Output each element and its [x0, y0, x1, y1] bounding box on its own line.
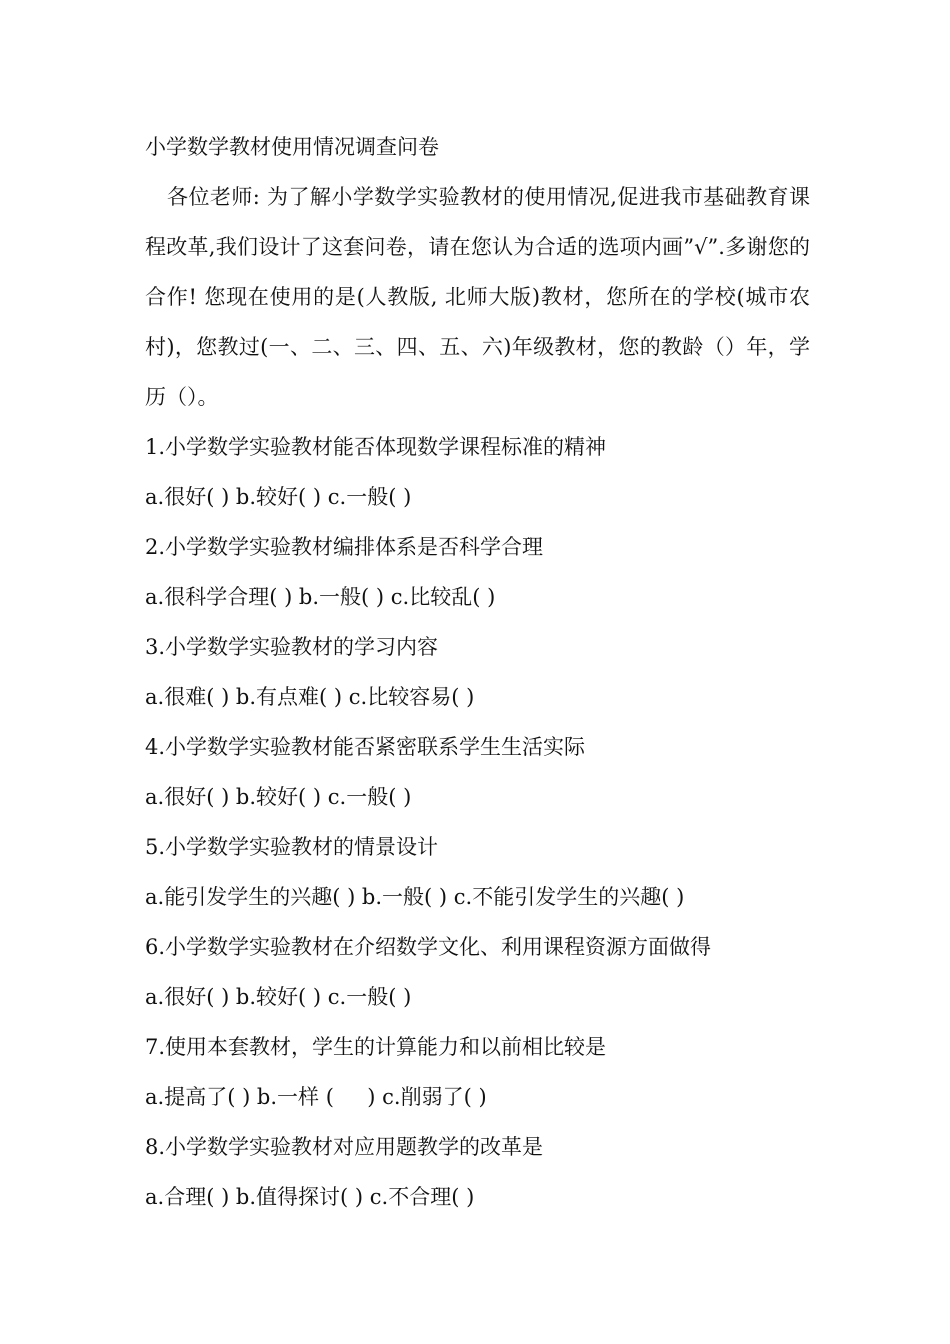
question-options: a.很好( ) b.较好( ) c.一般( ) [145, 785, 412, 809]
question-options: a.提高了( ) b.一样 ( ) c.削弱了( ) [145, 1085, 487, 1109]
question-options: a.能引发学生的兴趣( ) b.一般( ) c.不能引发学生的兴趣( ) [145, 885, 685, 909]
question-options: a.很难( ) b.有点难( ) c.比较容易( ) [145, 685, 475, 709]
question-text: 3.小学数学实验教材的学习内容 [145, 635, 439, 659]
question-options: a.很好( ) b.较好( ) c.一般( ) [145, 485, 412, 509]
question-text: 2.小学数学实验教材编排体系是否科学合理 [145, 535, 544, 559]
question-item [145, 722, 810, 822]
question-item [145, 922, 810, 1022]
question-item [145, 1122, 810, 1222]
page-title: 小学数学教材使用情况调查问卷 [145, 135, 439, 159]
question-options: a.合理( ) b.值得探讨( ) c.不合理( ) [145, 1185, 475, 1209]
question-text: 7.使用本套教材，学生的计算能力和以前相比较是 [145, 1035, 607, 1059]
question-text: 4.小学数学实验教材能否紧密联系学生生活实际 [145, 735, 586, 759]
question-item [145, 422, 810, 522]
question-item [145, 522, 810, 622]
question-item [145, 1022, 810, 1122]
question-item [145, 822, 810, 922]
question-item [145, 622, 810, 722]
question-options: a.很科学合理( ) b.一般( ) c.比较乱( ) [145, 585, 496, 609]
question-text: 8.小学数学实验教材对应用题教学的改革是 [145, 1135, 544, 1159]
questionnaire-page [145, 122, 810, 1222]
question-text: 5.小学数学实验教材的情景设计 [145, 835, 439, 859]
question-text: 1.小学数学实验教材能否体现数学课程标准的精神 [145, 435, 607, 459]
intro-paragraph: 各位老师: 为了解小学数学实验教材的使用情况,促进我市基础教育课程改革,我们设计了这套问卷，请在您认为合适的选项内画”√”.多谢您的合作! 您现在使用的是(人教版, 北师大版)教材，您所在的学校(城市农村)，您教过(一、二、三、四、五、六)年级教材，您的教龄（）年，学历（）。 [145, 185, 810, 409]
question-options: a.很好( ) b.较好( ) c.一般( ) [145, 985, 412, 1009]
question-text: 6.小学数学实验教材在介绍数学文化、利用课程资源方面做得 [145, 935, 712, 959]
